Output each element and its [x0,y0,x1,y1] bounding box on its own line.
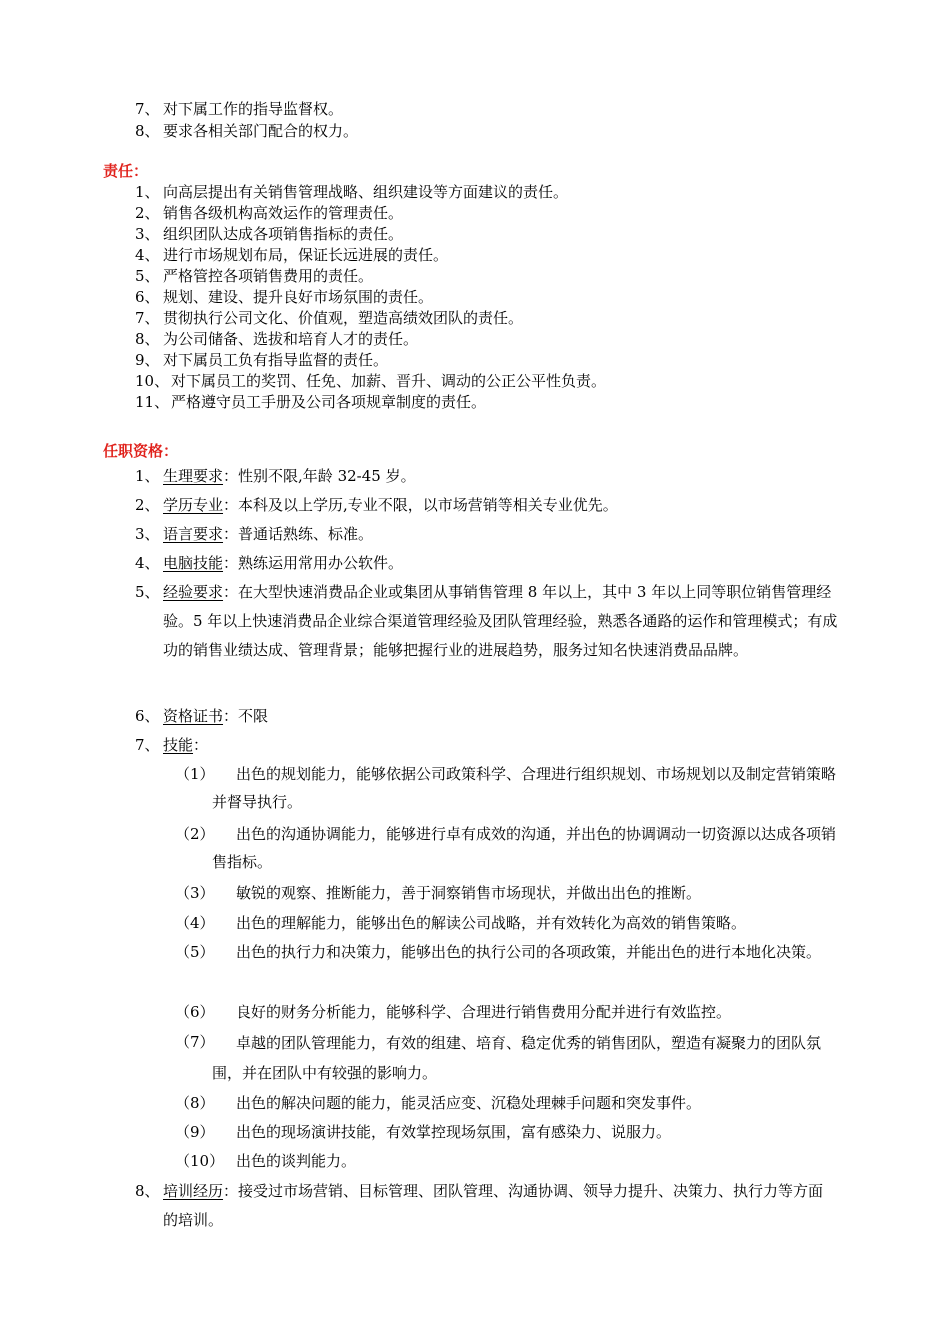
item-sep: ： [223,496,239,514]
qual-item-number-5 [135,582,160,602]
skill-item: 出色的理解能力，能够出色的解读公司战略，并有效转化为高效的销售策略。 [236,914,747,932]
duty-item [135,308,523,328]
skill-item: 出色的沟通协调能力，能够进行卓有成效的沟通，并出色的协调调动一切资源以达成各项销售指标。 [212,825,837,871]
item-number: 7、 [135,736,160,754]
item-sep: ： [223,554,239,572]
duty-item [135,266,373,286]
skill-item: 敏锐的观察、推断能力，善于洞察销售市场现状，并做出出色的推断。 [236,884,702,902]
qual-item-number-8 [135,1181,160,1201]
item-text: 不限 [238,707,269,725]
duty-item [135,203,403,223]
duty-item [135,371,606,391]
item-number: 9、 [135,351,160,369]
item-text: 普通话熟练、标准。 [238,525,374,543]
item-text: 严格管控各项销售费用的责任。 [163,267,374,285]
item-label: 电脑技能 [163,554,224,572]
prev-item [135,99,343,119]
qual-item [135,495,618,515]
item-text: 接受过市场营销、目标管理、团队管理、沟通协调、领导力提升、决策力、执行力等方面的培训。 [163,1182,824,1229]
item-sep: ： [223,707,239,725]
skill-number: （7） [175,1033,215,1051]
item-text: 性别不限,年龄 32-45 岁。 [238,467,416,485]
skill-item: 出色的规划能力，能够依据公司政策科学、合理进行组织规划、市场规划以及制定营销策略并督导执行。 [212,765,837,811]
skill-number: （6） [175,1003,215,1021]
item-number: 5、 [135,267,160,285]
skill-item: 卓越的团队管理能力，有效的组建、培育、稳定优秀的销售团队，塑造有凝聚力的团队氛围，并在团队中有较强的影响力。 [212,1034,822,1082]
skill-number: （9） [175,1123,215,1141]
duty-item [135,350,388,370]
item-number: 2、 [135,496,160,514]
item-text: 为公司储备、选拔和培育人才的责任。 [163,330,419,348]
item-number: 1、 [135,183,160,201]
skill-number: （3） [175,884,215,902]
item-number: 4、 [135,246,160,264]
skill-number: （1） [175,765,215,783]
duty-item [135,245,448,265]
item-text: 在大型快速消费品企业或集团从事销售管理 8 年以上，其中 3 年以上同等职位销售管理经验。5 年以上快速消费品企业综合渠道管理经验及团队管理经验，熟悉各通路的运作和管理模式；有成功的销售业绩达成、管理背景；能够把握行业的进展趋势，服务过知名快速消费品品牌。 [163,583,838,659]
qual-item [135,524,373,544]
item-text: 熟练运用常用办公软件。 [238,554,404,572]
item-number: 8、 [135,122,160,140]
duty-item [135,329,418,349]
duty-heading: 责任： [103,162,149,180]
skill-number: （2） [175,825,215,843]
item-text: 销售各级机构高效运作的管理责任。 [163,204,404,222]
item-number: 2、 [135,204,160,222]
item-number: 4、 [135,554,160,572]
qual-item [163,1177,838,1235]
item-number: 7、 [135,100,160,118]
item-number: 11、 [135,393,170,411]
prev-item [135,121,358,141]
duty-item [135,392,486,412]
item-text: 本科及以上学历,专业不限，以市场营销等相关专业优先。 [238,496,618,514]
item-sep: ： [223,1182,239,1200]
skill-number: （5） [175,943,215,961]
skill-item: 良好的财务分析能力，能够科学、合理进行销售费用分配并进行有效监控。 [236,1003,732,1021]
item-text: 进行市场规划布局，保证长远进展的责任。 [163,246,449,264]
item-sep: ： [223,525,239,543]
item-label: 技能 [163,736,194,754]
duty-item [135,287,433,307]
duty-item [135,182,568,202]
item-label: 生理要求 [163,467,224,485]
item-text: 贯彻执行公司文化、价值观，塑造高绩效团队的责任。 [163,309,524,327]
item-text: 组织团队达成各项销售指标的责任。 [163,225,404,243]
item-text: 规划、建设、提升良好市场氛围的责任。 [163,288,434,306]
skill-number: （8） [175,1094,215,1112]
qual-heading: 任职资格： [103,442,179,460]
item-number: 8、 [135,1182,160,1200]
item-label: 培训经历 [163,1182,224,1200]
skill-number: （10） [175,1152,225,1170]
item-sep: ： [223,583,239,601]
item-number: 10、 [135,372,170,390]
item-number: 6、 [135,288,160,306]
qual-item [163,578,838,665]
item-text: 严格遵守员工手册及公司各项规章制度的责任。 [171,393,487,411]
duty-item [135,224,403,244]
item-sep: ： [193,736,209,754]
skill-item: 出色的解决问题的能力，能灵活应变、沉稳处理棘手问题和突发事件。 [236,1094,702,1112]
item-label: 资格证书 [163,707,224,725]
item-text: 对下属员工的奖罚、任免、加薪、晋升、调动的公正公平性负责。 [171,372,607,390]
item-text: 要求各相关部门配合的权力。 [163,122,359,140]
item-text: 向高层提出有关销售管理战略、组织建设等方面建议的责任。 [163,183,569,201]
skill-item: 出色的执行力和决策力，能够出色的执行公司的各项政策，并能出色的进行本地化决策。 [236,943,822,961]
qual-item [135,553,403,573]
item-label: 语言要求 [163,525,224,543]
qual-item [135,735,208,755]
item-number: 8、 [135,330,160,348]
qual-item [135,466,416,486]
item-number: 6、 [135,707,160,725]
item-text: 对下属员工负有指导监督的责任。 [163,351,389,369]
skill-number: （4） [175,914,215,932]
item-label: 经验要求 [163,583,224,601]
item-number: 3、 [135,525,160,543]
skill-item: 出色的现场演讲技能，有效掌控现场氛围，富有感染力、说服力。 [236,1123,672,1141]
item-sep: ： [223,467,239,485]
item-number: 1、 [135,467,160,485]
item-label: 学历专业 [163,496,224,514]
skill-item: 出色的谈判能力。 [236,1152,357,1170]
item-text: 对下属工作的指导监督权。 [163,100,344,118]
item-number: 3、 [135,225,160,243]
qual-item [135,706,268,726]
item-number: 7、 [135,309,160,327]
item-number: 5、 [135,583,160,601]
